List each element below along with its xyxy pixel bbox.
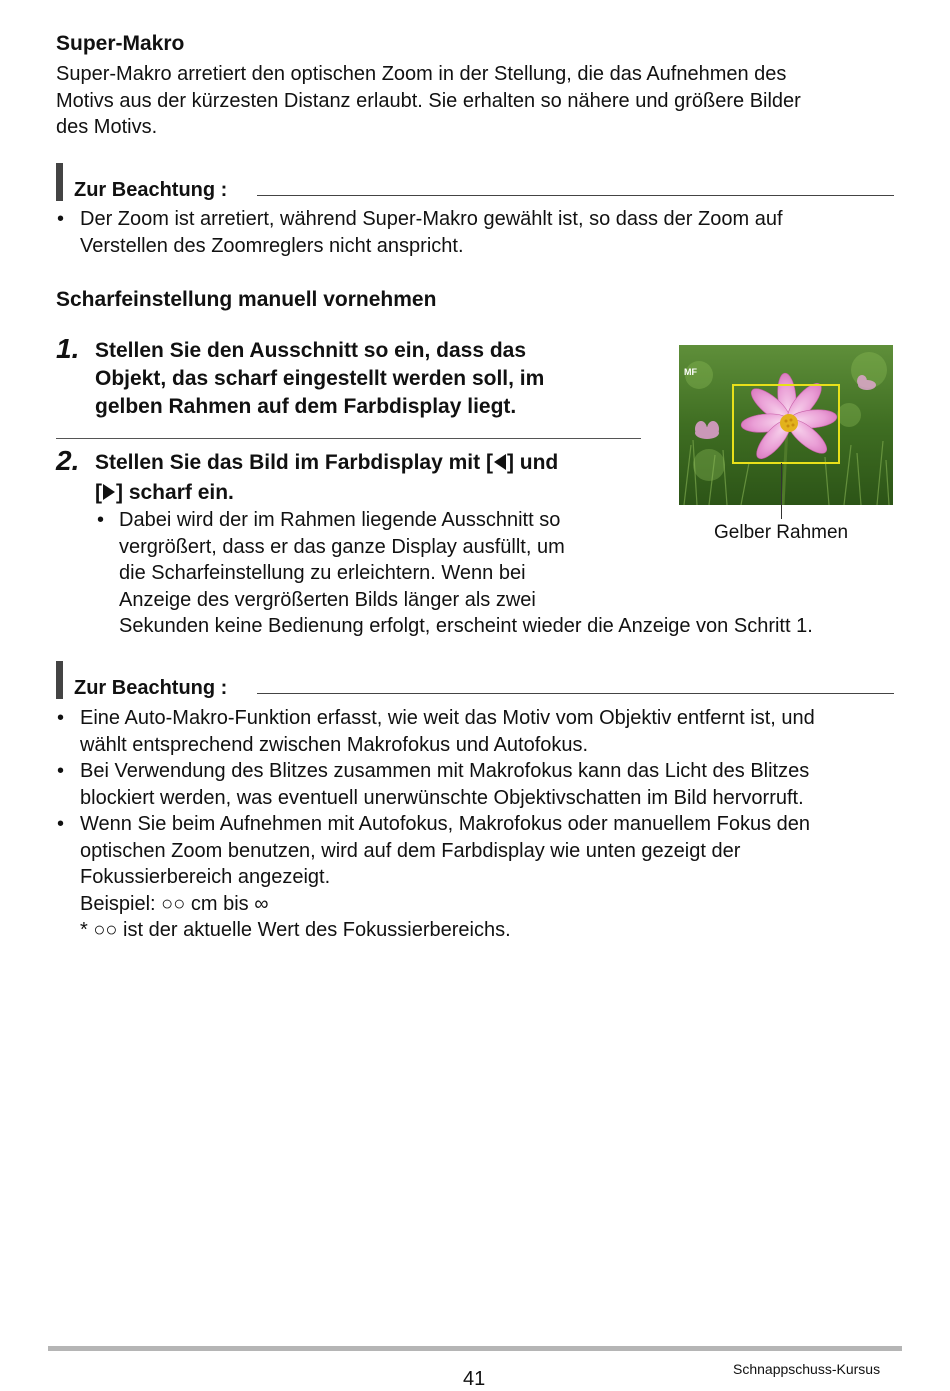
step-line: Objekt, das scharf eingestellt werden soll, im: [95, 367, 545, 390]
left-triangle-icon: [493, 451, 507, 479]
step-text-fragment: ] scharf ein.: [116, 481, 234, 504]
footer-rule: [48, 1346, 902, 1351]
sub-item-line: Sekunden keine Bedienung erfolgt, erscheint wieder die Anzeige von Schritt 1.: [119, 615, 813, 637]
note-item-line: Eine Auto-Makro-Funktion erfasst, wie weit das Motiv vom Objektiv entfernt ist, und: [80, 707, 815, 729]
step-2-text: [95, 449, 558, 509]
bullet-icon: •: [57, 208, 65, 230]
note-item-line: Verstellen des Zoomreglers nicht anspricht.: [80, 234, 464, 257]
example-line: Beispiel: ○○ cm bis ∞: [80, 892, 269, 915]
note-list-item: [57, 705, 897, 759]
chapter-title: Schnappschuss-Kursus: [733, 1361, 881, 1377]
super-makro-paragraph: [56, 61, 801, 141]
note-title: Zur Beachtung :: [74, 677, 228, 699]
step-2-number: 2.: [56, 445, 80, 476]
bullet-icon: •: [97, 509, 105, 531]
note-list-item: [57, 811, 897, 951]
bullet-icon: •: [57, 813, 65, 835]
note-item-line: blockiert werden, was eventuell unerwünschte Objektivschatten im Bild hervorruft.: [80, 786, 804, 809]
note-item-line: Fokussierbereich angezeigt.: [80, 866, 331, 888]
figure-caption: Gelber Rahmen: [714, 522, 849, 543]
note-item-line: optischen Zoom benutzen, wird auf dem Farbdisplay wie unten gezeigt der: [80, 839, 741, 862]
sub-item-line: Dabei wird der im Rahmen liegende Ausschnitt so: [119, 509, 561, 531]
note-marker-bar: [56, 163, 63, 201]
page-number: 41: [463, 1368, 486, 1390]
step-line: [95, 449, 558, 479]
note-item-line: wählt entsprechend zwischen Makrofokus und Autofokus.: [80, 733, 589, 756]
section-heading-super-makro: Super-Makro: [56, 32, 185, 55]
step-line: Stellen Sie den Ausschnitt so ein, dass das: [95, 339, 527, 362]
step-divider: [56, 438, 641, 439]
footnote-line: * ○○ ist der aktuelle Wert des Fokussierbereichs.: [80, 919, 511, 941]
bullet-icon: •: [57, 760, 65, 782]
note-marker-bar: [56, 661, 63, 699]
flower-image: [679, 345, 893, 505]
sub-item-line: Anzeige des vergrößerten Bilds länger als zwei: [119, 588, 536, 611]
sub-item-line: vergrößert, dass er das ganze Display ausfüllt, um: [119, 535, 565, 558]
note-list-item: [57, 758, 897, 812]
right-triangle-icon: [102, 481, 116, 509]
mf-indicator: MF: [684, 367, 697, 377]
note-item-line: Wenn Sie beim Aufnehmen mit Autofokus, Makrofokus oder manuellem Fokus den: [80, 813, 811, 835]
note-list-item: [57, 206, 897, 260]
caption-leader-line: [781, 463, 782, 519]
note-title: Zur Beachtung :: [74, 179, 228, 201]
note-item-line: Bei Verwendung des Blitzes zusammen mit Makrofokus kann das Licht des Blitzes: [80, 760, 810, 782]
step-1-text: [95, 337, 544, 421]
note-item-line: Der Zoom ist arretiert, während Super-Makro gewählt ist, so dass der Zoom auf: [80, 208, 783, 230]
camera-display-photo: [679, 345, 893, 505]
step-line: [95, 479, 558, 509]
bullet-icon: •: [57, 707, 65, 729]
step-text-fragment: [: [95, 481, 102, 504]
section-heading-manual-focus: Scharfeinstellung manuell vornehmen: [56, 288, 437, 311]
paragraph-line: Motivs aus der kürzesten Distanz erlaubt. Sie erhalten so nähere und größere Bilder: [56, 89, 801, 112]
paragraph-line: des Motivs.: [56, 116, 158, 138]
step-text-fragment: ] und: [506, 451, 559, 474]
paragraph-line: Super-Makro arretiert den optischen Zoom in der Stellung, die das Aufnehmen des: [56, 63, 787, 85]
step-text-fragment: Stellen Sie das Bild im Farbdisplay mit [: [95, 451, 493, 474]
note-divider: [257, 195, 894, 196]
step-1-number: 1.: [56, 333, 80, 364]
note-divider: [257, 693, 894, 694]
step-line: gelben Rahmen auf dem Farbdisplay liegt.: [95, 395, 517, 418]
sub-item-line: die Scharfeinstellung zu erleichtern. Wenn bei: [119, 562, 526, 584]
